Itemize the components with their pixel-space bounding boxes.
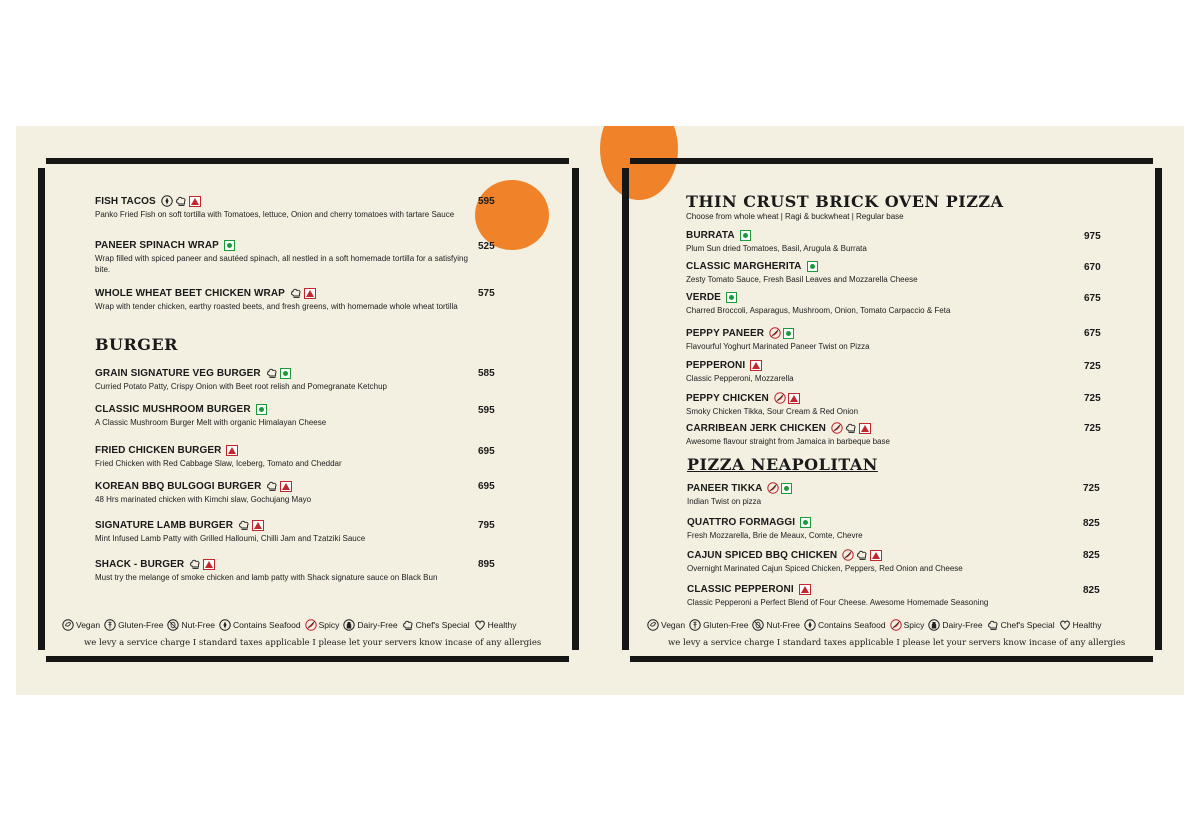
menu-item-name: PEPPY CHICKEN — [686, 392, 769, 404]
service-charge-note: we levy a service charge I standard taxes applicable I please let your servers know incase of any allergies — [668, 638, 1126, 648]
section-title-burger: BURGER — [95, 335, 178, 354]
chef-hat-icon — [238, 519, 250, 531]
menu-item-description: Zesty Tomato Sauce, Fresh Basil Leaves and Mozzarella Cheese — [686, 275, 918, 284]
menu-item-name: WHOLE WHEAT BEET CHICKEN WRAP — [95, 287, 285, 299]
spicy-chilli-icon — [305, 619, 317, 631]
menu-item-price: 725 — [1084, 393, 1101, 404]
menu-item — [686, 292, 1066, 316]
non-veg-mark-icon — [859, 423, 871, 434]
veg-mark-icon — [280, 368, 291, 379]
frame-left — [38, 168, 45, 650]
legend-item-dairy-free — [343, 619, 397, 631]
chef-hat-icon — [845, 422, 857, 434]
menu-item-price: 795 — [478, 520, 495, 531]
vegan-icon — [647, 619, 659, 631]
legend-label: Healthy — [487, 620, 517, 630]
non-veg-mark-icon — [203, 559, 215, 570]
dairy-free-icon — [343, 619, 355, 631]
legend-item-seafood — [219, 619, 301, 631]
legend-item-nut-free — [752, 619, 800, 631]
frame-top — [46, 158, 569, 164]
menu-item-description: Classic Pepperoni a Perfect Blend of Four Cheese. Awesome Homemade Seasoning — [687, 598, 989, 607]
legend-label: Chef's Special — [415, 620, 470, 630]
chef-hat-icon — [987, 619, 999, 631]
chef-hat-icon — [189, 558, 201, 570]
frame-bottom — [630, 656, 1153, 662]
legend-item-healthy — [1059, 619, 1102, 631]
menu-item-name: CAJUN SPICED BBQ CHICKEN — [687, 549, 838, 561]
veg-mark-icon — [781, 483, 792, 494]
veg-mark-icon — [726, 292, 737, 303]
menu-item-name: FRIED CHICKEN BURGER — [95, 445, 222, 456]
menu-item-description: Panko Fried Fish on soft tortilla with Tomatoes, lettuce, Onion and cherry tomatoes with tartare Sauce — [95, 210, 455, 219]
seafood-icon — [219, 619, 231, 631]
veg-mark-icon — [740, 230, 751, 241]
legend-label: Vegan — [76, 620, 101, 630]
seafood-icon — [804, 619, 816, 631]
chef-hat-icon — [266, 367, 278, 379]
frame-left — [622, 168, 629, 650]
menu-item-description: Classic Pepperoni, Mozzarella — [686, 374, 794, 383]
spicy-chilli-icon — [831, 422, 843, 434]
non-veg-mark-icon — [870, 550, 882, 561]
legend-label: Contains Seafood — [818, 620, 886, 630]
legend-item-chef — [402, 619, 470, 631]
menu-item-name-row — [687, 584, 1067, 595]
spicy-chilli-icon — [774, 392, 786, 404]
spicy-chilli-icon — [890, 619, 902, 631]
menu-item-description: 48 Hrs marinated chicken with Kimchi slaw, Gochujang Mayo — [95, 495, 312, 504]
dietary-legend — [647, 619, 1101, 631]
frame-top — [630, 158, 1153, 164]
non-veg-mark-icon — [252, 520, 264, 531]
legend-label: Dairy-Free — [942, 620, 983, 630]
menu-item-name-row — [95, 480, 475, 492]
menu-item-name: PANEER TIKKA — [687, 482, 763, 494]
menu-item-name-row — [95, 287, 475, 299]
menu-item-name: FISH TACOS — [95, 195, 156, 207]
non-veg-mark-icon — [788, 393, 800, 404]
menu-item-description: Must try the melange of smoke chicken and lamb patty with Shack signature sauce on Black Bun — [95, 573, 438, 582]
menu-item — [686, 230, 1066, 254]
menu-item-description: Plum Sun dried Tomatoes, Basil, Arugula & Burrata — [686, 244, 867, 253]
legend-label: Nut-Free — [766, 620, 801, 630]
menu-item-name-row — [686, 230, 1066, 241]
menu-item-name-row — [686, 292, 1066, 303]
menu-item — [95, 480, 475, 505]
menu-item-name: VERDE — [686, 292, 721, 303]
spicy-chilli-icon — [767, 482, 779, 494]
menu-item-price: 725 — [1084, 361, 1101, 372]
menu-item — [95, 519, 475, 544]
menu-item — [95, 404, 475, 428]
heart-icon — [1059, 619, 1071, 631]
menu-item-name-row — [95, 519, 475, 531]
menu-item-price: 825 — [1083, 518, 1100, 529]
non-veg-mark-icon — [799, 584, 811, 595]
menu-item — [95, 558, 475, 583]
menu-item — [95, 287, 475, 312]
legend-label: Gluten-Free — [703, 620, 749, 630]
menu-item-name: SHACK - BURGER — [95, 558, 185, 570]
menu-item-price: 525 — [478, 241, 495, 252]
menu-item-name-row — [686, 327, 1066, 339]
menu-item-name-row — [95, 404, 475, 415]
nut-free-icon — [752, 619, 764, 631]
menu-item — [95, 445, 475, 469]
menu-item-price: 725 — [1084, 423, 1101, 434]
menu-item-price: 725 — [1083, 483, 1100, 494]
seafood-icon — [161, 195, 173, 207]
orange-circle-decoration — [600, 98, 678, 200]
menu-item-name-row — [686, 392, 1066, 404]
legend-item-spicy — [305, 619, 340, 631]
menu-item-price: 975 — [1084, 231, 1101, 242]
menu-item — [95, 195, 475, 220]
section-title-thin-crust-pizza: THIN CRUST BRICK OVEN PIZZA — [686, 192, 1004, 211]
veg-mark-icon — [800, 517, 811, 528]
menu-item-name-row — [687, 517, 1067, 528]
menu-item — [686, 360, 1066, 384]
frame-right — [572, 168, 579, 650]
vegan-icon — [62, 619, 74, 631]
menu-item — [687, 584, 1067, 608]
veg-mark-icon — [807, 261, 818, 272]
menu-item-name: PEPPERONI — [686, 360, 746, 371]
menu-item — [687, 549, 1067, 574]
menu-item-name: CARRIBEAN JERK CHICKEN — [686, 422, 826, 434]
menu-item-description: Wrap filled with spiced paneer and sautéed spinach, all nestled in a soft homemade tortilla for a satisfying bite. — [95, 254, 468, 274]
non-veg-mark-icon — [304, 288, 316, 299]
legend-item-dairy-free — [928, 619, 982, 631]
legend-label: Spicy — [903, 620, 925, 630]
legend-item-gluten-free — [689, 619, 748, 631]
menu-item-name: PEPPY PANEER — [686, 327, 765, 339]
menu-item-description: Overnight Marinated Cajun Spiced Chicken, Peppers, Red Onion and Cheese — [687, 564, 963, 573]
menu-item-name: SIGNATURE LAMB BURGER — [95, 519, 234, 531]
menu-item-name-row — [687, 549, 1067, 561]
menu-item-name-row — [687, 482, 1067, 494]
menu-item-name-row — [686, 360, 1066, 371]
menu-item-description: Indian Twist on pizza — [687, 497, 762, 506]
nut-free-icon — [167, 619, 179, 631]
dairy-free-icon — [928, 619, 940, 631]
non-veg-mark-icon — [750, 360, 762, 371]
menu-item — [687, 482, 1067, 507]
menu-item-price: 595 — [478, 405, 495, 416]
menu-item-name: BURRATA — [686, 230, 735, 241]
menu-item — [95, 367, 475, 392]
menu-item-name-row — [686, 261, 1066, 272]
menu-item-price: 585 — [478, 368, 495, 379]
non-veg-mark-icon — [280, 481, 292, 492]
veg-mark-icon — [224, 240, 235, 251]
menu-item-name: KOREAN BBQ BULGOGI BURGER — [95, 480, 262, 492]
menu-item-description: Wrap with tender chicken, earthy roasted beets, and fresh greens, with homemade whole wheat tortilla — [95, 302, 458, 311]
chef-hat-icon — [856, 549, 868, 561]
gluten-free-icon — [104, 619, 116, 631]
frame-bottom — [46, 656, 569, 662]
legend-item-healthy — [474, 619, 517, 631]
heart-icon — [474, 619, 486, 631]
veg-mark-icon — [256, 404, 267, 415]
menu-item — [686, 261, 1066, 285]
legend-label: Nut-Free — [181, 620, 216, 630]
gluten-free-icon — [689, 619, 701, 631]
legend-label: Healthy — [1072, 620, 1102, 630]
legend-item-vegan — [647, 619, 685, 631]
menu-item — [686, 392, 1066, 417]
menu-item-name-row — [686, 422, 1066, 434]
legend-label: Contains Seafood — [233, 620, 301, 630]
base-options: Choose from whole wheat | Ragi & buckwheat | Regular base — [686, 212, 904, 221]
legend-item-nut-free — [167, 619, 215, 631]
menu-item-name-row — [95, 445, 475, 456]
legend-item-vegan — [62, 619, 100, 631]
menu-item — [687, 517, 1067, 541]
menu-item-description: Fresh Mozzarella, Brie de Meaux, Comte, Chevre — [687, 531, 863, 540]
menu-item-name: PANEER SPINACH WRAP — [95, 240, 219, 251]
menu-item-description: Fried Chicken with Red Cabbage Slaw, Iceberg, Tomato and Cheddar — [95, 459, 342, 468]
veg-mark-icon — [783, 328, 794, 339]
chef-hat-icon — [175, 195, 187, 207]
menu-item-price: 675 — [1084, 328, 1101, 339]
menu-item-name: QUATTRO FORMAGGI — [687, 517, 796, 528]
dietary-legend — [62, 619, 516, 631]
legend-label: Gluten-Free — [118, 620, 164, 630]
service-charge-note: we levy a service charge I standard taxes applicable I please let your servers know incase of any allergies — [84, 638, 542, 648]
menu-item-name-row — [95, 367, 475, 379]
legend-label: Chef's Special — [1000, 620, 1055, 630]
menu-item — [686, 327, 1066, 352]
spicy-chilli-icon — [769, 327, 781, 339]
legend-item-spicy — [890, 619, 925, 631]
menu-item-name-row — [95, 195, 475, 207]
menu-item — [95, 240, 475, 275]
menu-item-description: A Classic Mushroom Burger Melt with organic Himalayan Cheese — [95, 418, 327, 427]
legend-item-gluten-free — [104, 619, 163, 631]
menu-item-price: 670 — [1084, 262, 1101, 273]
menu-item — [686, 422, 1066, 447]
legend-item-chef — [987, 619, 1055, 631]
menu-item-description: Flavourful Yoghurt Marinated Paneer Twist on Pizza — [686, 342, 870, 351]
legend-item-seafood — [804, 619, 886, 631]
menu-item-description: Awesome flavour straight from Jamaica in barbeque base — [686, 437, 890, 446]
frame-right — [1155, 168, 1162, 650]
chef-hat-icon — [402, 619, 414, 631]
menu-item-description: Smoky Chicken Tikka, Sour Cream & Red Onion — [686, 407, 859, 416]
chef-hat-icon — [290, 287, 302, 299]
menu-item-name: CLASSIC MUSHROOM BURGER — [95, 404, 251, 415]
legend-label: Spicy — [318, 620, 340, 630]
menu-item-name-row — [95, 240, 475, 251]
menu-item-name: CLASSIC PEPPERONI — [687, 584, 794, 595]
orange-circle-decoration — [475, 180, 549, 250]
menu-item-description: Charred Broccoli, Asparagus, Mushroom, Onion, Tomato Carpaccio & Feta — [686, 306, 951, 315]
non-veg-mark-icon — [189, 196, 201, 207]
legend-label: Dairy-Free — [357, 620, 398, 630]
menu-item-price: 675 — [1084, 293, 1101, 304]
menu-item-name: CLASSIC MARGHERITA — [686, 261, 802, 272]
menu-item-price: 575 — [478, 288, 495, 299]
menu-item-description: Curried Potato Patty, Crispy Onion with Beet root relish and Pomegranate Ketchup — [95, 382, 388, 391]
legend-label: Vegan — [661, 620, 686, 630]
menu-item-price: 825 — [1083, 585, 1100, 596]
menu-item-name-row — [95, 558, 475, 570]
menu-item-price: 595 — [478, 196, 495, 207]
menu-item-description: Mint Infused Lamb Patty with Grilled Halloumi, Chilli Jam and Tzatziki Sauce — [95, 534, 366, 543]
menu-item-price: 825 — [1083, 550, 1100, 561]
menu-item-name: GRAIN SIGNATURE VEG BURGER — [95, 367, 261, 379]
section-title-pizza-neapolitan: PIZZA NEAPOLITAN — [687, 455, 878, 474]
menu-item-price: 695 — [478, 481, 495, 492]
non-veg-mark-icon — [226, 445, 238, 456]
spicy-chilli-icon — [842, 549, 854, 561]
chef-hat-icon — [266, 480, 278, 492]
menu-item-price: 695 — [478, 446, 495, 457]
menu-item-price: 895 — [478, 559, 495, 570]
